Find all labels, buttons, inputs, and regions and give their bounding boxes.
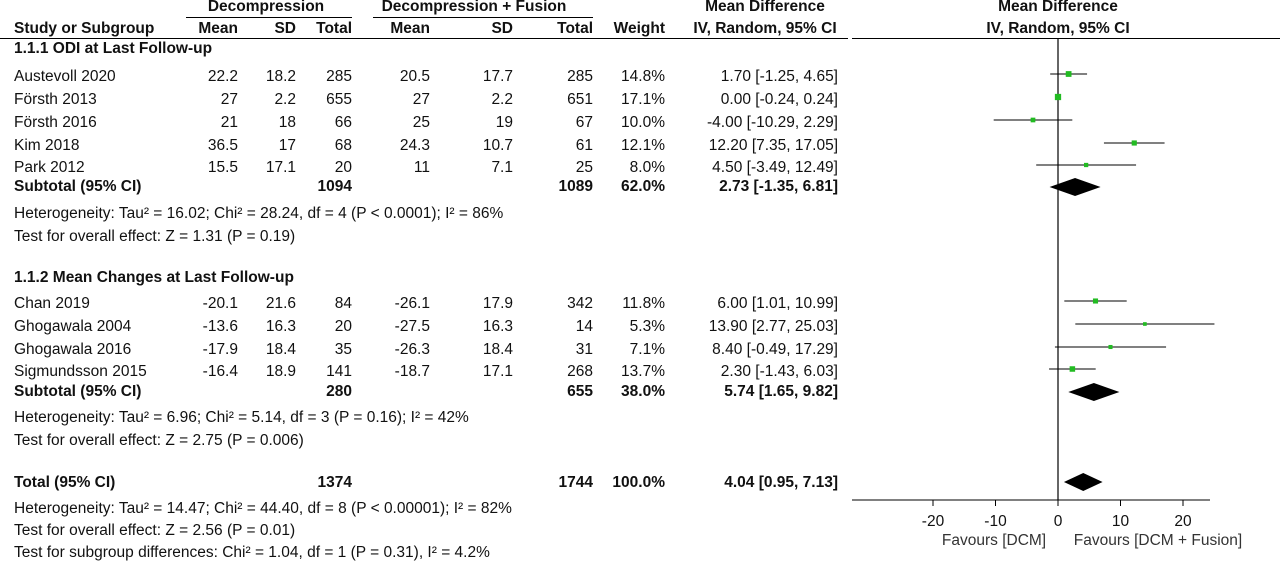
sd1-value: 18.9 (265, 363, 296, 380)
subgroup-title: 1.1.2 Mean Changes at Last Follow-up (14, 269, 294, 286)
weight-value: 12.1% (621, 137, 665, 154)
study-marker (1108, 345, 1112, 349)
mean1-value: 27 (220, 91, 238, 108)
weight-value: 17.1% (621, 91, 665, 108)
sd1-value: 21.6 (265, 295, 296, 312)
mean2-value: 25 (412, 114, 430, 131)
total1-value: 20 (334, 318, 352, 335)
weight-value: 10.0% (621, 114, 665, 131)
mean1-value: -17.9 (202, 341, 238, 358)
total2-value: 285 (567, 68, 593, 85)
x-axis-tick-label: -10 (984, 513, 1007, 530)
total2-value: 61 (575, 137, 593, 154)
mean2-value: 20.5 (399, 68, 430, 85)
md-ci-value: 1.70 [-1.25, 4.65] (720, 68, 838, 85)
md-ci-value: 13.90 [2.77, 25.03] (708, 318, 838, 335)
col-total1: Total (316, 20, 352, 37)
overall-effect-text: Test for overall effect: Z = 2.75 (P = 0.006) (14, 432, 304, 449)
sd2-value: 19 (495, 114, 513, 131)
mean2-value: -26.1 (394, 295, 430, 312)
study-marker (1070, 366, 1076, 372)
weight-value: 7.1% (629, 341, 665, 358)
favours-right-label: Favours [DCM + Fusion] (1073, 532, 1243, 549)
x-axis-tick-label: 0 (1053, 513, 1063, 530)
mean2-value: 24.3 (399, 137, 430, 154)
study-marker (1132, 140, 1137, 145)
x-axis-tick-label: 20 (1174, 513, 1192, 530)
study-marker (1066, 71, 1072, 77)
mean2-value: -18.7 (394, 363, 430, 380)
mean1-value: -16.4 (202, 363, 238, 380)
mean1-value: -13.6 (202, 318, 238, 335)
col-total2: Total (557, 20, 593, 37)
subtotal-label: Subtotal (95% CI) (14, 178, 142, 195)
col-md-method: IV, Random, 95% CI (693, 20, 837, 37)
study-name: Ghogawala 2004 (14, 318, 132, 335)
col-weight: Weight (613, 20, 665, 37)
total-total1: 1374 (317, 474, 352, 491)
sd1-value: 18 (278, 114, 296, 131)
sd1-value: 2.2 (274, 91, 296, 108)
study-marker (1143, 322, 1147, 326)
mean2-value: 11 (413, 159, 430, 176)
study-marker (1055, 94, 1061, 100)
total2-value: 268 (567, 363, 593, 380)
subtotal-label: Subtotal (95% CI) (14, 383, 142, 400)
overall-effect-text: Test for overall effect: Z = 1.31 (P = 0.19) (14, 228, 296, 245)
group1-header: Decompression (207, 0, 325, 15)
total2-value: 31 (575, 341, 593, 358)
weight-value: 8.0% (629, 159, 665, 176)
study-marker (1031, 118, 1036, 123)
total1-value: 66 (334, 114, 352, 131)
subtotal-weight: 38.0% (621, 383, 665, 400)
md-ci-value: 4.50 [-3.49, 12.49] (712, 159, 838, 176)
subtotal-ci: 2.73 [-1.35, 6.81] (719, 178, 838, 195)
mean2-value: -26.3 (394, 341, 430, 358)
study-name: Försth 2013 (14, 91, 97, 108)
weight-value: 14.8% (621, 68, 665, 85)
total2-value: 651 (567, 91, 593, 108)
favours-left-label: Favours [DCM] (941, 532, 1047, 549)
sd1-value: 18.2 (265, 68, 296, 85)
weight-value: 11.8% (622, 295, 665, 312)
subtotal-total2: 655 (567, 383, 593, 400)
sd1-value: 16.3 (265, 318, 296, 335)
sd2-value: 10.7 (482, 137, 513, 154)
study-name: Sigmundsson 2015 (14, 363, 147, 380)
sd1-value: 17 (278, 137, 296, 154)
md-ci-value: 2.30 [-1.43, 6.03] (720, 363, 838, 380)
total1-value: 655 (326, 91, 352, 108)
subgroup-title: 1.1.1 ODI at Last Follow-up (14, 40, 213, 57)
col-study: Study or Subgroup (14, 20, 155, 37)
mean2-value: 27 (412, 91, 430, 108)
study-name: Försth 2016 (14, 114, 97, 131)
study-name: Chan 2019 (14, 295, 90, 312)
subtotal-ci: 5.74 [1.65, 9.82] (724, 383, 838, 400)
total-weight: 100.0% (612, 474, 665, 491)
total-ci: 4.04 [0.95, 7.13] (724, 474, 838, 491)
md-ci-value: -4.00 [-10.29, 2.29] (707, 114, 838, 131)
total2-value: 342 (567, 295, 593, 312)
sd2-value: 18.4 (482, 341, 513, 358)
subtotal-total1: 280 (326, 383, 352, 400)
weight-value: 5.3% (629, 318, 665, 335)
sd2-value: 17.1 (482, 363, 513, 380)
mean2-value: -27.5 (394, 318, 430, 335)
total1-value: 20 (334, 159, 352, 176)
total2-value: 25 (575, 159, 593, 176)
sd1-value: 18.4 (265, 341, 296, 358)
mean1-value: 22.2 (207, 68, 238, 85)
subtotal-total2: 1089 (558, 178, 593, 195)
sd2-value: 7.1 (491, 159, 513, 176)
total-label: Total (95% CI) (14, 474, 116, 491)
total1-value: 141 (326, 363, 352, 380)
x-axis-tick-label: 10 (1111, 513, 1130, 530)
total2-value: 14 (575, 318, 593, 335)
sd2-value: 2.2 (491, 91, 513, 108)
sd2-value: 17.9 (482, 295, 513, 312)
total-total2: 1744 (558, 474, 593, 491)
sd2-value: 16.3 (482, 318, 513, 335)
total2-value: 67 (575, 114, 593, 131)
pooled-diamond (1064, 473, 1103, 491)
study-marker (1084, 163, 1088, 167)
md-ci-value: 8.40 [-0.49, 17.29] (712, 341, 838, 358)
col-mean1: Mean (198, 20, 238, 37)
mean1-value: 15.5 (207, 159, 238, 176)
mean1-value: 36.5 (207, 137, 238, 154)
pooled-diamond (1068, 383, 1119, 401)
mean1-value: 21 (220, 114, 238, 131)
md-ci-value: 6.00 [1.01, 10.99] (717, 295, 838, 312)
col-sd1: SD (274, 20, 296, 37)
plot-method: IV, Random, 95% CI (986, 20, 1130, 37)
study-marker (1093, 298, 1098, 303)
subtotal-weight: 62.0% (621, 178, 665, 195)
total1-value: 35 (334, 341, 352, 358)
x-axis-tick-label: -20 (921, 513, 945, 530)
total-overall-effect-text: Test for overall effect: Z = 2.56 (P = 0.01) (14, 522, 296, 539)
heterogeneity-text: Heterogeneity: Tau² = 6.96; Chi² = 5.14, df = 3 (P = 0.16); I² = 42% (14, 409, 469, 426)
study-name: Park 2012 (14, 159, 85, 176)
subtotal-total1: 1094 (317, 178, 352, 195)
total1-value: 285 (326, 68, 352, 85)
total-heterogeneity-text: Heterogeneity: Tau² = 14.47; Chi² = 44.40, df = 8 (P < 0.00001); I² = 82% (14, 500, 512, 517)
mean1-value: -20.1 (202, 295, 238, 312)
md-header-title: Mean Difference (705, 0, 825, 15)
pooled-diamond (1050, 178, 1101, 196)
col-sd2: SD (491, 20, 513, 37)
study-name: Kim 2018 (14, 137, 80, 154)
col-mean2: Mean (390, 20, 430, 37)
md-ci-value: 12.20 [7.35, 17.05] (708, 137, 838, 154)
total1-value: 68 (334, 137, 352, 154)
subgroup-differences-text: Test for subgroup differences: Chi² = 1.04, df = 1 (P = 0.31), I² = 4.2% (14, 544, 490, 561)
md-ci-value: 0.00 [-0.24, 0.24] (720, 91, 838, 108)
total1-value: 84 (334, 295, 352, 312)
study-name: Ghogawala 2016 (14, 341, 132, 358)
heterogeneity-text: Heterogeneity: Tau² = 16.02; Chi² = 28.24, df = 4 (P < 0.0001); I² = 86% (14, 205, 504, 222)
weight-value: 13.7% (621, 363, 665, 380)
group2-header: Decompression + Fusion (381, 0, 567, 15)
plot-header-title: Mean Difference (998, 0, 1118, 15)
study-name: Austevoll 2020 (14, 68, 116, 85)
sd1-value: 17.1 (265, 159, 296, 176)
sd2-value: 17.7 (482, 68, 513, 85)
